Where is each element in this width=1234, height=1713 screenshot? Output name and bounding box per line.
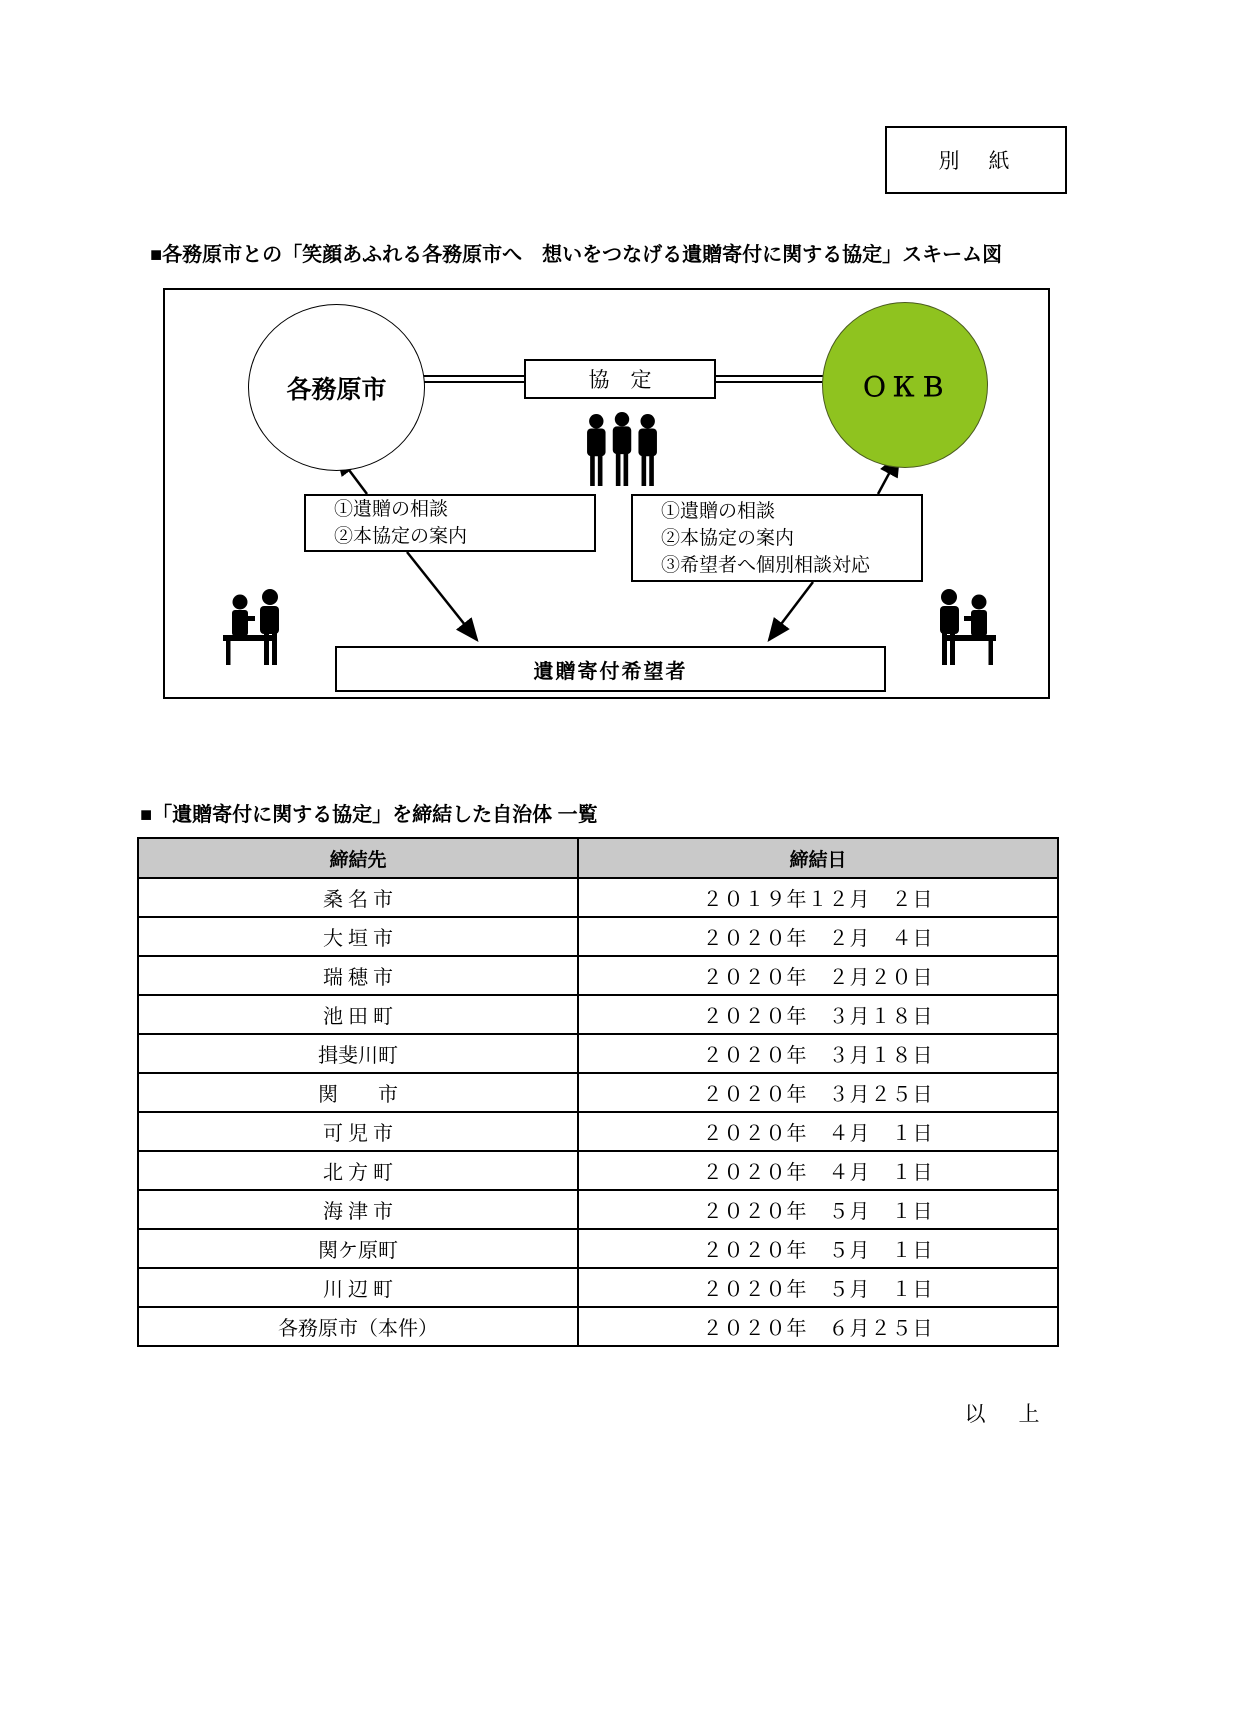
scheme-heading: ■各務原市との「笑顔あふれる各務原市へ 想いをつなげる遺贈寄付に関する協定」スキーム図: [150, 244, 1003, 266]
consultation-desk-icon: [902, 585, 996, 667]
date-cell: ２０２０年 ６月２５日: [578, 1307, 1058, 1346]
note-right-line-2: ②本協定の案内: [661, 527, 795, 549]
arrow-right-down: [769, 582, 813, 640]
partner-cell: 関 市: [138, 1073, 578, 1112]
agreements-table: [137, 837, 1059, 1347]
table-row: [138, 1190, 1058, 1229]
table-header-row: [138, 838, 1058, 878]
attachment-label: 別 紙: [938, 150, 1014, 173]
table-row: [138, 1268, 1058, 1307]
note-right-line-1: ①遺贈の相談: [661, 500, 776, 522]
partner-cell: 北 方 町: [138, 1151, 578, 1190]
partner-cell: 桑 名 市: [138, 878, 578, 917]
table-row: [138, 1034, 1058, 1073]
date-cell: ２０２０年 ２月 ４日: [578, 917, 1058, 956]
date-cell: ２０２０年 ５月 １日: [578, 1268, 1058, 1307]
table-row: [138, 878, 1058, 917]
closing-label: 以 上: [964, 1402, 1046, 1426]
node-kakamigahara-city: [248, 304, 425, 471]
table-row: [138, 956, 1058, 995]
node-okb-bank: [822, 302, 988, 468]
partner-cell: 可 児 市: [138, 1112, 578, 1151]
date-cell: ２０２０年 ３月２５日: [578, 1073, 1058, 1112]
arrow-left-down: [407, 552, 477, 640]
note-box-right: [631, 494, 923, 582]
node-kakamigahara-label: 各務原市: [286, 375, 387, 404]
partner-cell: 揖斐川町: [138, 1034, 578, 1073]
three-people-icon: [586, 412, 658, 486]
node-bequest-applicants: [335, 646, 886, 692]
table-row: [138, 917, 1058, 956]
partner-cell: 池 田 町: [138, 995, 578, 1034]
node-okb-label: ＯＫＢ: [861, 371, 949, 402]
scheme-diagram: [163, 288, 1050, 699]
note-box-left: [304, 494, 596, 552]
partner-cell: 大 垣 市: [138, 917, 578, 956]
date-cell: ２０２０年 ４月 １日: [578, 1112, 1058, 1151]
node-agreement-label: 協 定: [588, 368, 652, 392]
table-row: [138, 995, 1058, 1034]
date-cell: ２０２０年 ３月１８日: [578, 1034, 1058, 1073]
date-cell: ２０２０年 ２月２０日: [578, 956, 1058, 995]
note-left-line-2: ②本協定の案内: [334, 526, 468, 547]
partner-cell: 関ケ原町: [138, 1229, 578, 1268]
date-cell: ２０２０年 ５月 １日: [578, 1190, 1058, 1229]
note-right-line-3: ③希望者へ個別相談対応: [661, 554, 871, 576]
date-cell: ２０２０年 ３月１８日: [578, 995, 1058, 1034]
partner-cell: 川 辺 町: [138, 1268, 578, 1307]
date-cell: ２０２０年 ４月 １日: [578, 1151, 1058, 1190]
node-bequest-applicants-label: 遺贈寄付希望者: [533, 660, 688, 683]
attachment-label-box: [885, 126, 1067, 194]
column-header-date: 締結日: [578, 838, 1058, 878]
partner-cell: 瑞 穂 市: [138, 956, 578, 995]
table-row: [138, 1229, 1058, 1268]
consultation-desk-icon: [223, 585, 317, 667]
table-row: [138, 1151, 1058, 1190]
table-row: [138, 1112, 1058, 1151]
date-cell: ２０２０年 ５月 １日: [578, 1229, 1058, 1268]
table-row: [138, 1307, 1058, 1346]
column-header-partner: 締結先: [138, 838, 578, 878]
node-agreement: [524, 359, 716, 399]
note-left-line-1: ①遺贈の相談: [334, 499, 449, 520]
table-row: [138, 1073, 1058, 1112]
partner-cell: 海 津 市: [138, 1190, 578, 1229]
date-cell: ２０１９年１２月 ２日: [578, 878, 1058, 917]
list-section-heading: ■「遺贈寄付に関する協定」を締結した自治体 一覧: [140, 804, 598, 826]
partner-cell: 各務原市（本件）: [138, 1307, 578, 1346]
